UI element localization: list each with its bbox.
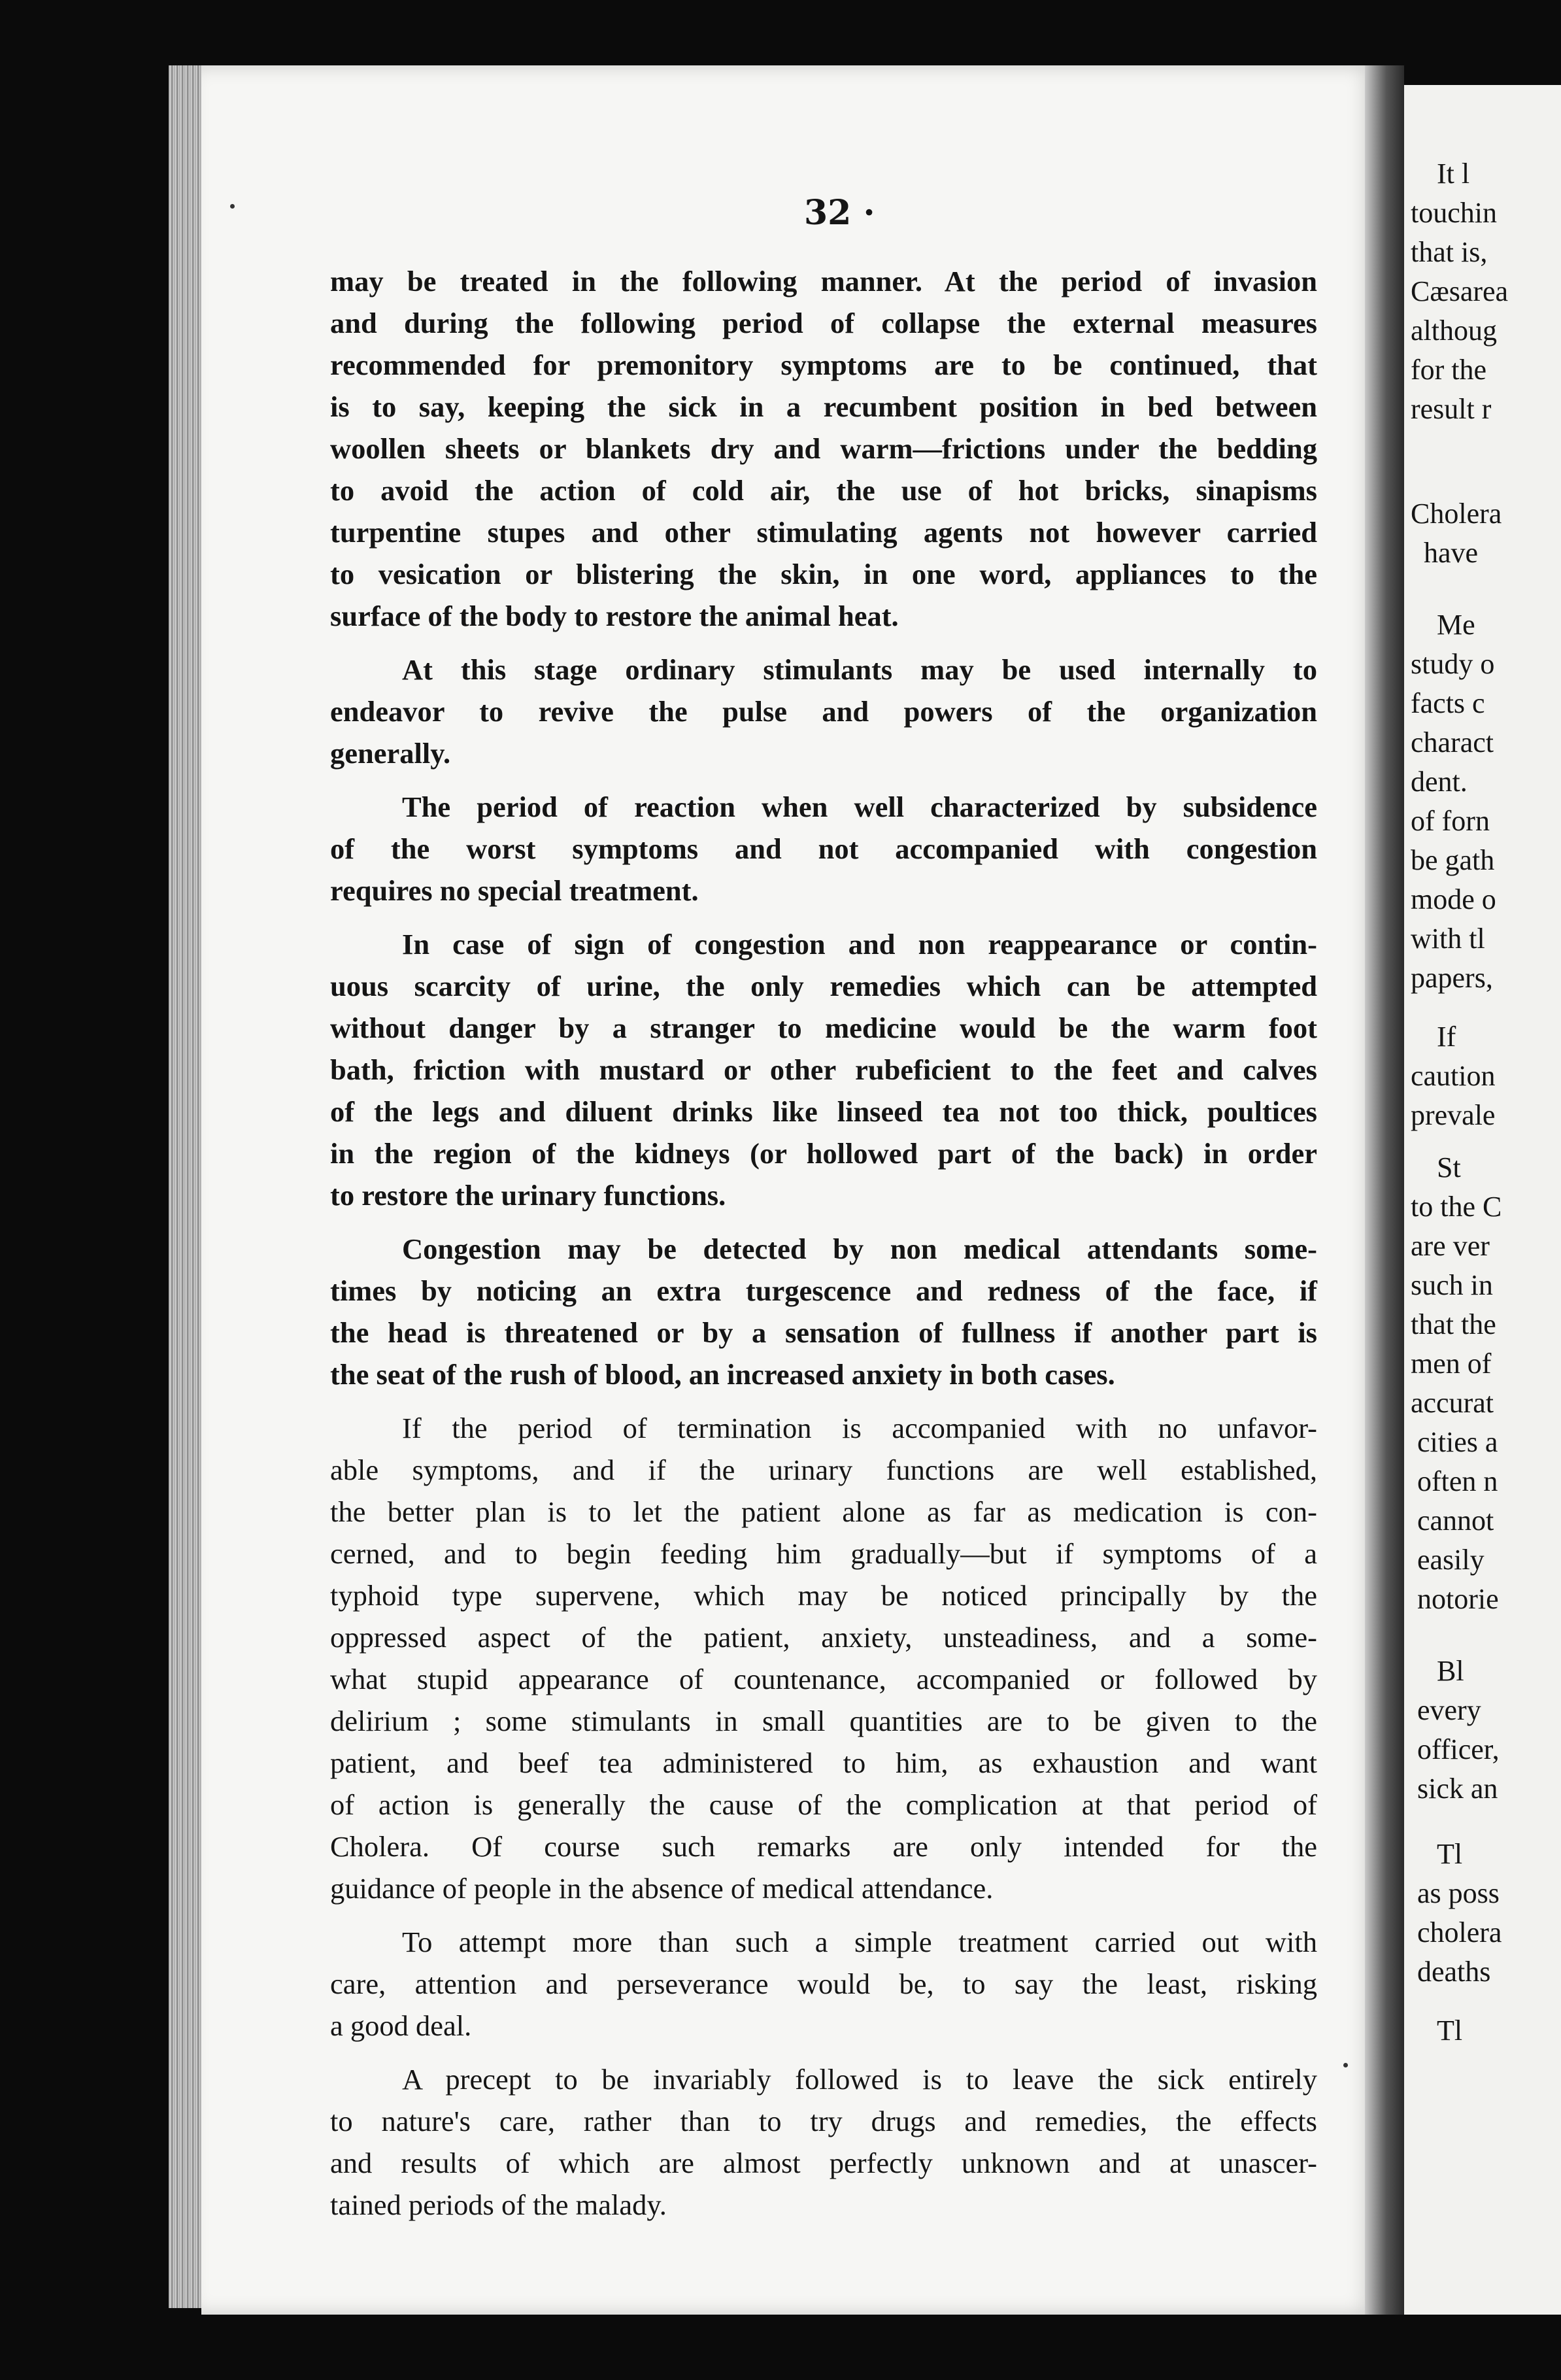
- right-page-fragment: with tl: [1411, 923, 1485, 955]
- text-line: to nature's care, rather than to try drugs and remedies, the effects: [330, 2105, 1317, 2137]
- right-page-fragment: caution: [1411, 1060, 1496, 1092]
- paragraph: [330, 1921, 1317, 2047]
- right-page-partial: [1404, 85, 1561, 2315]
- right-page-fragment: have: [1424, 537, 1479, 569]
- text-line: and results of which are almost perfectly unknown and at unascer-: [330, 2147, 1317, 2179]
- body-text: [330, 260, 1317, 2237]
- text-line: bath, friction with mustard or other rubeficient to the feet and calves: [330, 1053, 1317, 1086]
- paragraph: [330, 1407, 1317, 1909]
- text-line: to avoid the action of cold air, the use of hot bricks, sinapisms: [330, 474, 1317, 507]
- right-page-fragment: deaths: [1417, 1956, 1491, 1988]
- text-line: If the period of termination is accompanied with no unfavor-: [402, 1412, 1317, 1444]
- paragraph: [330, 923, 1317, 1216]
- right-page-fragment: easily: [1417, 1544, 1485, 1576]
- text-line: recommended for premonitory symptoms are to be continued, that: [330, 348, 1317, 381]
- text-line: surface of the body to restore the animal heat.: [330, 600, 899, 632]
- text-line: To attempt more than such a simple treatment carried out with: [402, 1926, 1317, 1958]
- right-page-fragment: mode o: [1411, 883, 1496, 915]
- right-page-fragment: If: [1437, 1021, 1456, 1053]
- text-line: woollen sheets or blankets dry and warm—frictions under the bedding: [330, 432, 1317, 465]
- text-line: At this stage ordinary stimulants may be used internally to: [402, 653, 1317, 686]
- right-page-fragment: althoug: [1411, 314, 1497, 347]
- text-line: uous scarcity of urine, the only remedies which can be attempted: [330, 970, 1317, 1002]
- text-line: to restore the urinary functions.: [330, 1179, 726, 1212]
- right-page-fragment: that the: [1411, 1308, 1496, 1340]
- page-number: 32 ·: [804, 193, 875, 233]
- right-page-fragment: Tl: [1437, 2014, 1463, 2047]
- text-line: typhoid type supervene, which may be noticed principally by the: [330, 1579, 1317, 1612]
- text-line: patient, and beef tea administered to him, as exhaustion and want: [330, 1746, 1317, 1779]
- book-gutter: [1365, 65, 1404, 2315]
- right-page-fragment: of forn: [1411, 805, 1490, 837]
- paragraph: [330, 260, 1317, 637]
- text-line: care, attention and perseverance would be, to say the least, risking: [330, 1967, 1317, 2000]
- text-line: without danger by a stranger to medicine would be the warm foot: [330, 1012, 1317, 1044]
- right-page-fragment: sick an: [1417, 1773, 1498, 1805]
- right-page-fragment: for the: [1411, 354, 1487, 386]
- text-line: times by noticing an extra turgescence and redness of the face, if: [330, 1274, 1317, 1307]
- right-page-fragment: Me: [1437, 609, 1475, 641]
- right-page-fragment: every: [1417, 1694, 1481, 1726]
- right-page-fragment: that is,: [1411, 236, 1488, 268]
- right-page-fragment: St: [1437, 1151, 1461, 1183]
- text-line: tained periods of the malady.: [330, 2188, 667, 2221]
- right-page-fragment: study o: [1411, 648, 1495, 680]
- right-page-fragment: prevale: [1411, 1099, 1496, 1131]
- text-line: of the worst symptoms and not accompanied with congestion: [330, 832, 1317, 865]
- right-page-fragment: officer,: [1417, 1733, 1500, 1765]
- right-page-fragment: papers,: [1411, 962, 1493, 994]
- right-page-fragment: are ver: [1411, 1230, 1490, 1262]
- text-line: of the legs and diluent drinks like linseed tea not too thick, poultices: [330, 1095, 1317, 1128]
- paragraph: [330, 649, 1317, 774]
- right-page-fragment: charact: [1411, 726, 1494, 758]
- right-page-fragment: men of: [1411, 1348, 1492, 1380]
- text-line: able symptoms, and if the urinary functions are well established,: [330, 1454, 1317, 1486]
- text-line: generally.: [330, 737, 451, 770]
- right-page-fragment: Tl: [1437, 1838, 1463, 1870]
- text-line: in the region of the kidneys (or hollowed part of the back) in order: [330, 1137, 1317, 1170]
- text-line: is to say, keeping the sick in a recumbent position in bed between: [330, 390, 1317, 423]
- paragraph: [330, 2058, 1317, 2226]
- right-page-fragment: cities a: [1417, 1426, 1498, 1458]
- text-line: The period of reaction when well characterized by subsidence: [402, 790, 1317, 823]
- text-line: turpentine stupes and other stimulating agents not however carried: [330, 516, 1317, 549]
- text-line: and during the following period of collapse the external measures: [330, 307, 1317, 339]
- text-line: A precept to be invariably followed is to leave the sick entirely: [402, 2063, 1317, 2096]
- text-line: to vesication or blistering the skin, in one word, appliances to the: [330, 558, 1317, 590]
- text-line: requires no special treatment.: [330, 874, 699, 907]
- text-line: of action is generally the cause of the complication at that period of: [330, 1788, 1317, 1821]
- right-page-fragment: Cholera: [1411, 498, 1502, 530]
- text-line: the seat of the rush of blood, an increased anxiety in both cases.: [330, 1358, 1115, 1391]
- text-line: what stupid appearance of countenance, accompanied or followed by: [330, 1663, 1317, 1695]
- right-page-fragment: to the C: [1411, 1191, 1502, 1223]
- paragraph: [330, 786, 1317, 911]
- right-page-fragment: dent.: [1411, 766, 1468, 798]
- text-line: cerned, and to begin feeding him gradually—but if symptoms of a: [330, 1537, 1317, 1570]
- speck: [230, 204, 235, 209]
- text-line: a good deal.: [330, 2009, 472, 2042]
- right-page-fragment: notorie: [1417, 1583, 1499, 1615]
- text-line: Congestion may be detected by non medical attendants some-: [402, 1232, 1317, 1265]
- right-page-fragment: touchin: [1411, 197, 1497, 229]
- right-page-fragment: cannot: [1417, 1504, 1494, 1537]
- right-page-fragment: Bl: [1437, 1655, 1464, 1687]
- right-page-fragment: be gath: [1411, 844, 1495, 876]
- right-page-fragment: accurat: [1411, 1387, 1494, 1419]
- text-line: the head is threatened or by a sensation of fullness if another part is: [330, 1316, 1317, 1349]
- speck: [1343, 2063, 1348, 2067]
- right-page-fragment: facts c: [1411, 687, 1485, 719]
- text-line: oppressed aspect of the patient, anxiety, unsteadiness, and a some-: [330, 1621, 1317, 1654]
- text-line: may be treated in the following manner. At the period of invasion: [330, 265, 1317, 298]
- right-page-fragment: often n: [1417, 1465, 1498, 1497]
- text-line: delirium ; some stimulants in small quantities are to be given to the: [330, 1705, 1317, 1737]
- right-page-fragment: as poss: [1417, 1877, 1500, 1909]
- text-line: endeavor to revive the pulse and powers of the organization: [330, 695, 1317, 728]
- right-page-fragment: result r: [1411, 393, 1492, 425]
- right-page-fragment: such in: [1411, 1269, 1493, 1301]
- right-page-fragment: It l: [1437, 158, 1470, 190]
- right-page-fragment: Cæsarea: [1411, 275, 1509, 307]
- text-line: In case of sign of congestion and non reappearance or contin-: [402, 928, 1317, 960]
- text-line: the better plan is to let the patient alone as far as medication is con-: [330, 1495, 1317, 1528]
- text-line: guidance of people in the absence of medical attendance.: [330, 1872, 994, 1905]
- paragraph: [330, 1228, 1317, 1395]
- right-page-fragment: cholera: [1417, 1916, 1502, 1948]
- text-line: Cholera. Of course such remarks are only intended for the: [330, 1830, 1317, 1863]
